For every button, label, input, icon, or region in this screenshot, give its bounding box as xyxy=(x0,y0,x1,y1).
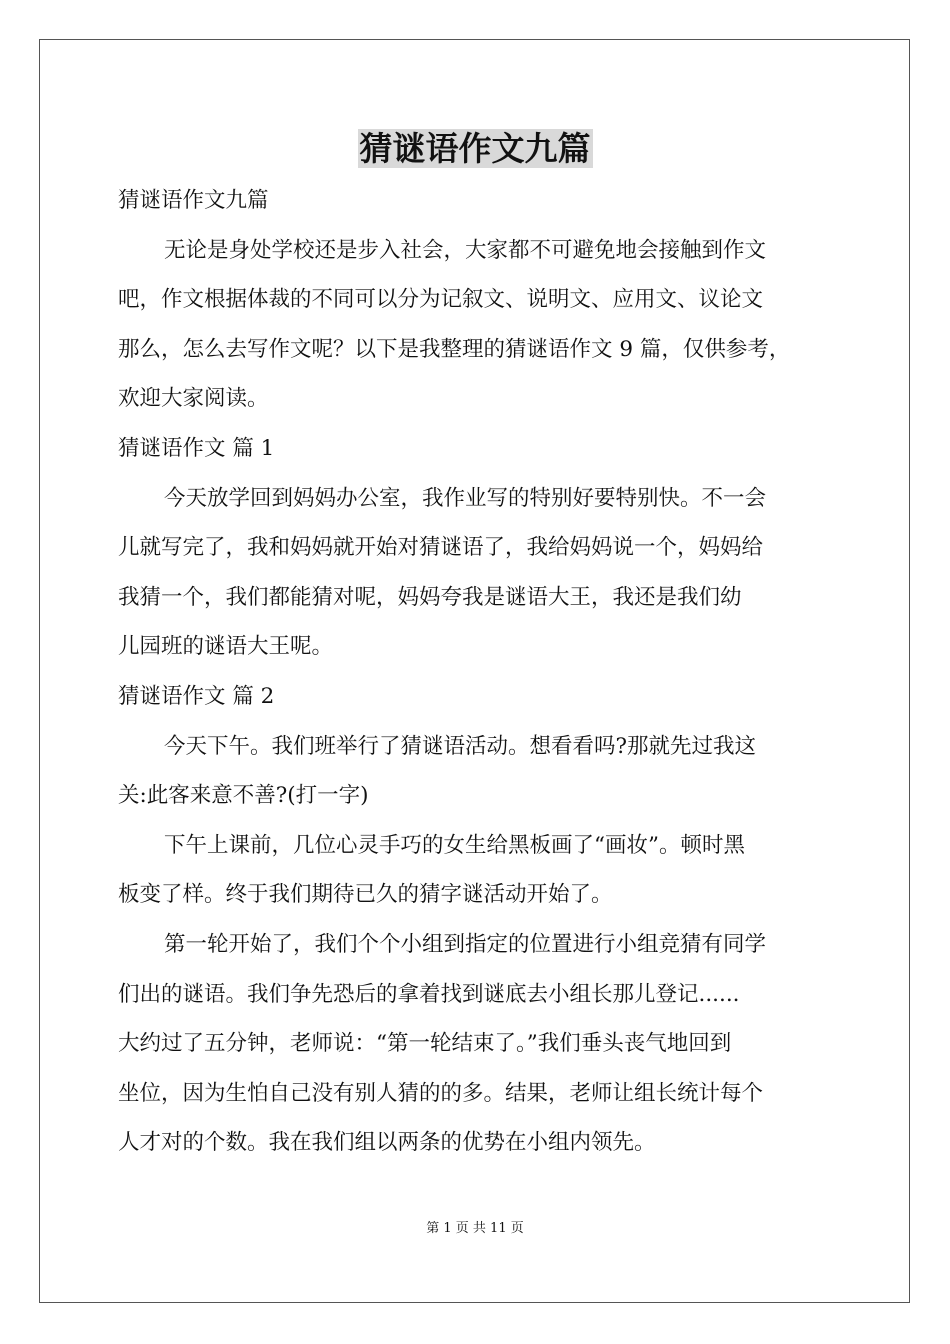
text-line: 猜谜语作文 篇 2 xyxy=(118,683,275,709)
document-body xyxy=(118,176,838,1168)
text-line: 那么，怎么去写作文呢？以下是我整理的猜谜语作文 9 篇，仅供参考， xyxy=(118,336,791,362)
text-line: 人才对的个数。我在我们组以两条的优势在小组内领先。 xyxy=(118,1130,656,1156)
page-footer: 第 1 页 共 11 页 xyxy=(426,1221,524,1236)
text-line: 今天下午。我们班举行了猜谜语活动。想看看吗?那就先过我这 xyxy=(164,733,757,759)
text-line: 关:此客来意不善?(打一字) xyxy=(118,783,369,809)
text-line: 大约过了五分钟，老师说：“第一轮结束了。”我们垂头丧气地回到 xyxy=(118,1031,732,1057)
text-line: 猜谜语作文九篇 xyxy=(118,188,269,213)
text-line: 今天放学回到妈妈办公室，我作业写的特别好要特别快。不一会 xyxy=(164,485,767,511)
text-line: 板变了样。终于我们期待已久的猜字谜活动开始了。 xyxy=(118,882,613,908)
document-title xyxy=(0,126,950,172)
document-title-text: 猜谜语作文九篇 xyxy=(359,129,591,168)
text-line: 们出的谜语。我们争先恐后的拿着找到谜底去小组长那儿登记...... xyxy=(118,981,740,1007)
text-line: 我猜一个，我们都能猜对呢，妈妈夸我是谜语大王，我还是我们幼 xyxy=(118,584,742,610)
text-line: 儿就写完了，我和妈妈就开始对猜谜语了，我给妈妈说一个，妈妈给 xyxy=(118,535,764,561)
text-line: 无论是身处学校还是步入社会，大家都不可避免地会接触到作文 xyxy=(164,237,767,263)
text-line: 第一轮开始了，我们个个小组到指定的位置进行小组竞猜有同学 xyxy=(164,931,767,957)
text-line: 儿园班的谜语大王呢。 xyxy=(118,634,334,660)
text-line: 下午上课前，几位心灵手巧的女生给黑板画了“画妆”。顿时黑 xyxy=(164,832,745,858)
text-line: 欢迎大家阅读。 xyxy=(118,386,269,412)
text-line: 坐位，因为生怕自己没有别人猜的的多。结果，老师让组长统计每个 xyxy=(118,1080,764,1106)
text-line: 吧，作文根据体裁的不同可以分为记叙文、说明文、应用文、议论文 xyxy=(118,287,764,313)
text-line: 猜谜语作文 篇 1 xyxy=(118,435,275,461)
